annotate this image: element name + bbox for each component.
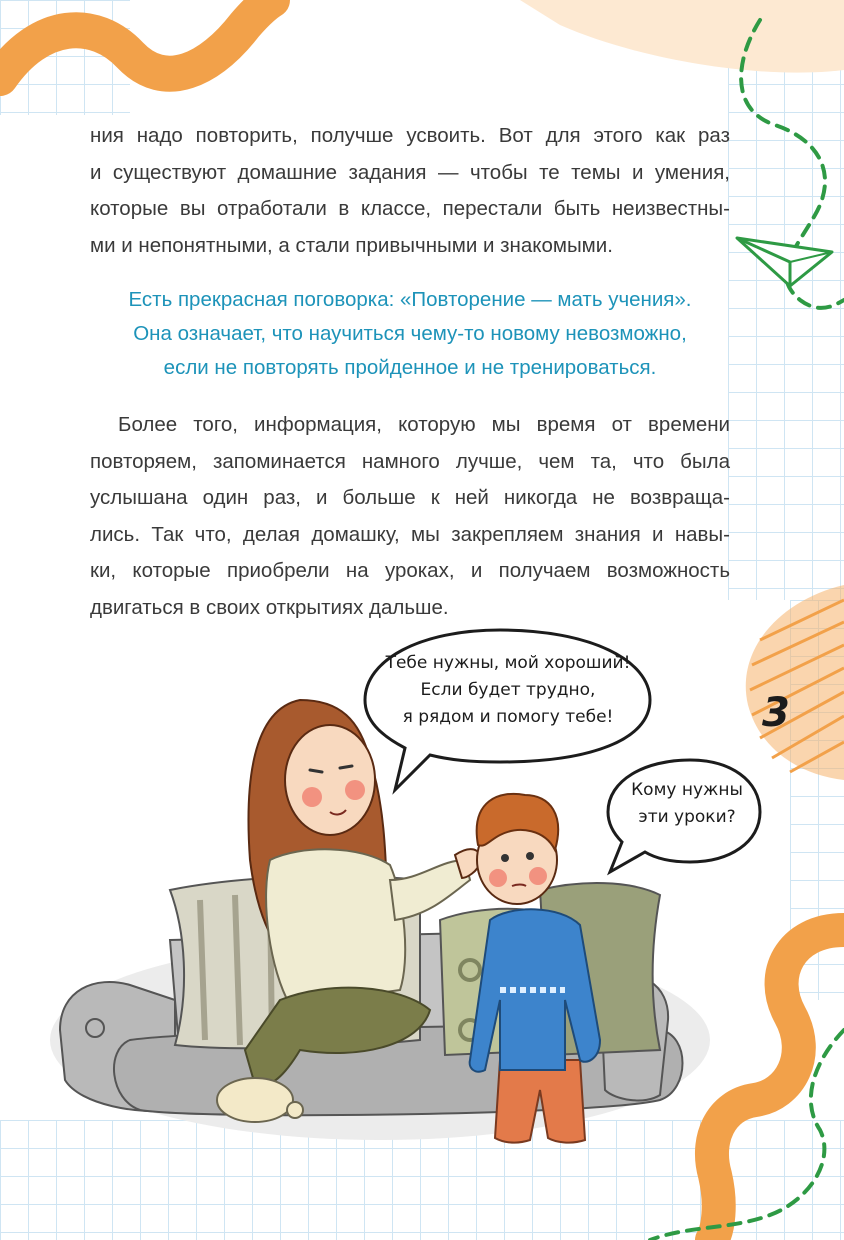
mother-speech-text <box>372 650 644 731</box>
paragraph-2-line: лись. Так что, делая домашку, мы закрепляем знания и навы- <box>90 522 730 546</box>
paragraph-1-line: и существуют домашние задания — чтобы те темы и умения, <box>90 160 730 184</box>
paragraph-1-line: ми и непонятными, а стали привычными и знакомыми. <box>90 233 613 257</box>
highlight-line: Она означает, что научиться чему-то новому невозможно, <box>133 322 687 345</box>
mother-speech-line: Тебе нужны, мой хороший! <box>385 653 631 673</box>
boy-speech-line: Кому нужны <box>631 780 743 800</box>
boy-speech-text <box>612 777 762 831</box>
paragraph-2-line: повторяем, запоминается намного лучше, чем та, что была <box>90 449 730 473</box>
mother-slipper <box>217 1078 293 1122</box>
highlight-line: если не повторять пройденное и не тренироваться. <box>163 356 657 379</box>
mother-sweater <box>266 849 405 1005</box>
paragraph-2-line: ки, которые приобрели на уроках, и получаем возможность <box>90 559 730 582</box>
mother-speech-line: Если будет трудно, <box>420 680 596 700</box>
mother-speech-line: я рядом и помогу тебе! <box>402 707 614 727</box>
boy-speech-line: эти уроки? <box>638 807 736 827</box>
paragraph-1-line: которые вы отработали в классе, перестали быть неизвестны- <box>90 197 730 220</box>
page-number: 3 <box>762 690 790 736</box>
paragraph-2-line: услышана один раз, и больше к ней никогда не возвраща- <box>90 486 730 509</box>
paragraph-1-line: ния надо повторить, получше усвоить. Вот для этого как раз <box>90 124 730 147</box>
paragraph-2-line: Более того, информация, которую мы время от времени <box>118 413 730 436</box>
mother-face <box>285 725 375 835</box>
highlight-line: Есть прекрасная поговорка: «Повторение — мать учения». <box>128 288 692 311</box>
paragraph-2-line: двигаться в своих открытиях дальше. <box>90 595 449 619</box>
